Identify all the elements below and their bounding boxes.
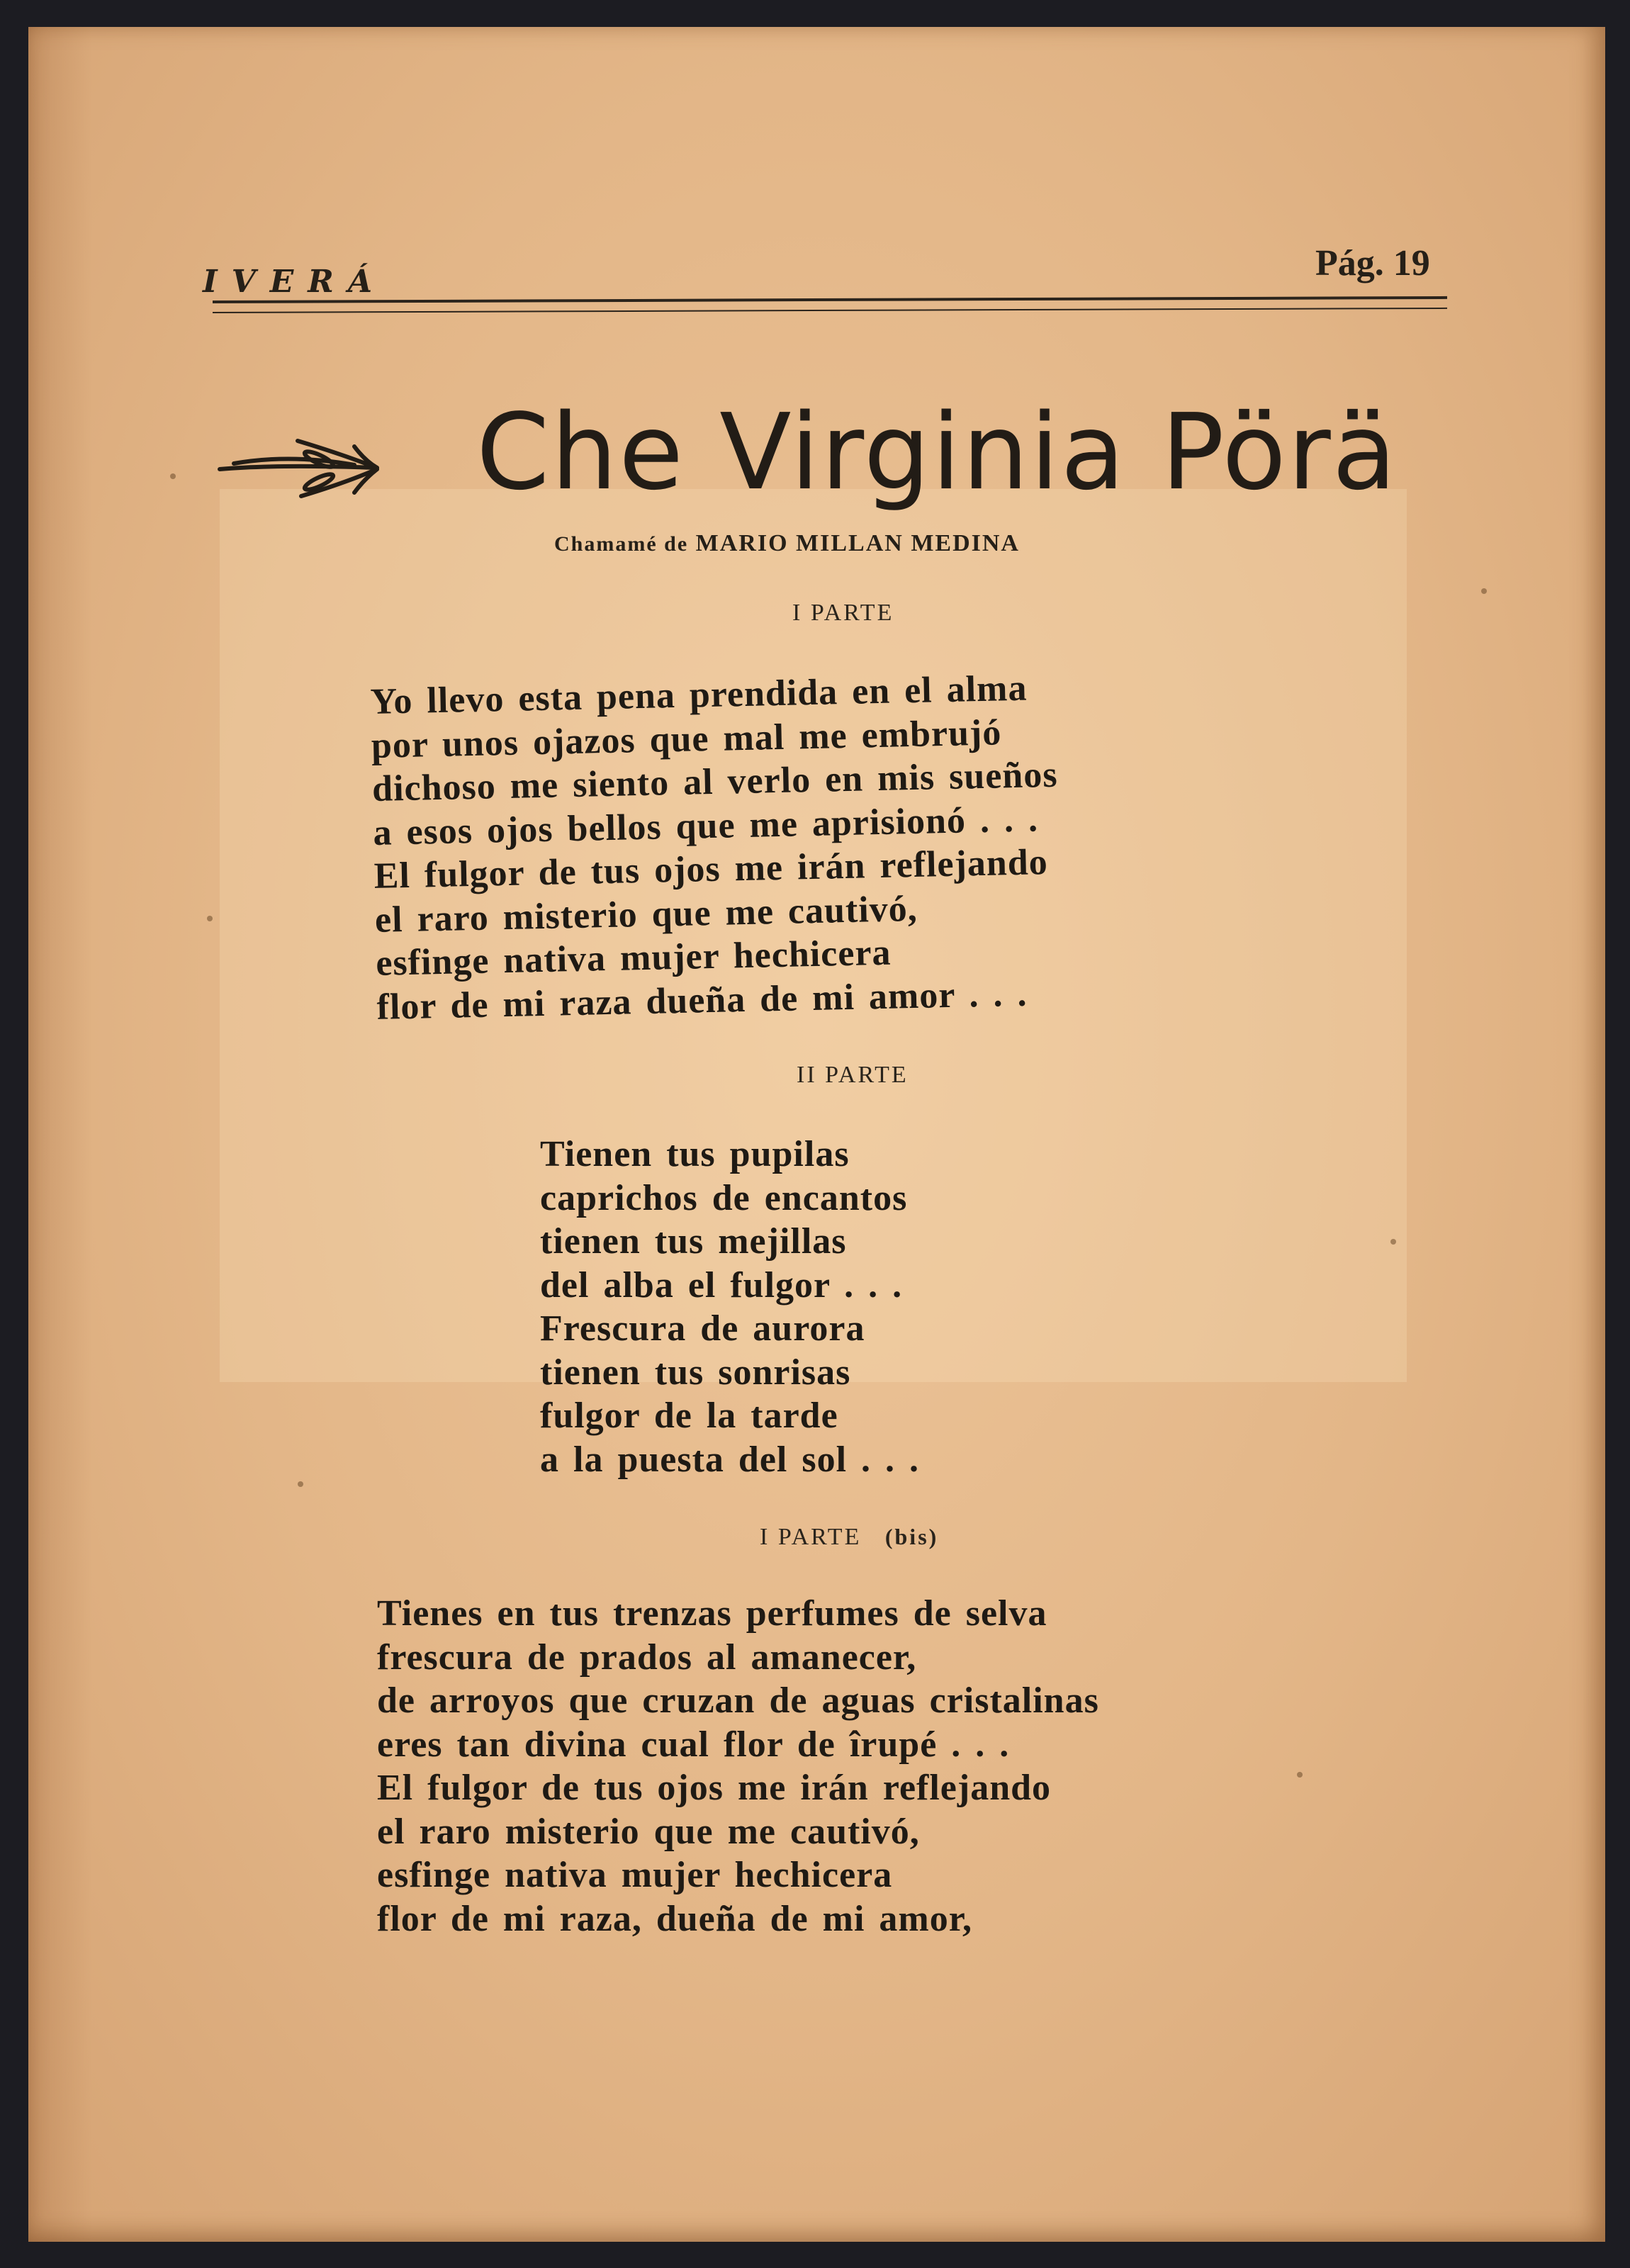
verse-line: de arroyos que cruzan de aguas cristalinas xyxy=(377,1680,1099,1721)
paper-speck xyxy=(1481,588,1487,594)
verse-line: Tienes en tus trenzas perfumes de selva xyxy=(377,1593,1047,1634)
song-byline xyxy=(554,530,1020,557)
verse-line: por unos ojazos que mal me embrujó xyxy=(371,712,1002,766)
byline-prefix: Chamamé de xyxy=(554,532,689,556)
verse-line: eres tan divina cual flor de îrupé . . . xyxy=(377,1724,1010,1765)
verse-line: el raro misterio que me cautivó, xyxy=(374,888,918,941)
verse-line: fulgor de la tarde xyxy=(540,1396,838,1436)
author-name: MARIO MILLAN MEDINA xyxy=(695,530,1020,556)
section-heading-2: II PARTE xyxy=(797,1062,909,1088)
verse-line: tienen tus sonrisas xyxy=(540,1352,851,1393)
verse-line: esfinge nativa mujer hechicera xyxy=(375,932,892,984)
section-heading-3-suffix: (bis) xyxy=(884,1524,939,1549)
verse-line: a esos ojos bellos que me aprisionó . . . xyxy=(372,798,1039,853)
verse-line: frescura de prados al amanecer, xyxy=(377,1637,917,1678)
stanza-2 xyxy=(540,1133,919,1481)
paper-speck xyxy=(170,473,176,479)
verse-line: esfinge nativa mujer hechicera xyxy=(377,1855,893,1895)
section-heading-3-label: I PARTE xyxy=(760,1524,862,1550)
section-heading-3 xyxy=(760,1524,938,1551)
verse-line: Yo llevo esta pena prendida en el alma xyxy=(370,668,1028,722)
paper-speck xyxy=(1297,1772,1303,1778)
publication-name: IVERÁ xyxy=(203,264,386,300)
verse-line: del alba el fulgor . . . xyxy=(540,1264,903,1306)
verse-line: el raro misterio que me cautivó, xyxy=(377,1811,920,1852)
paper-speck xyxy=(1390,1239,1396,1245)
section-heading-1: I PARTE xyxy=(792,600,894,626)
verse-line: Frescura de aurora xyxy=(540,1308,865,1349)
stanza-3 xyxy=(377,1592,1099,1941)
verse-line: flor de mi raza dueña de mi amor . . . xyxy=(376,973,1028,1028)
page-number: Pág. 19 xyxy=(1315,243,1430,284)
verse-line: a la puesta del sol . . . xyxy=(540,1439,920,1480)
song-title: Che Virginia Pörä xyxy=(476,391,1398,513)
verse-line: tienen tus mejillas xyxy=(540,1221,847,1262)
paper-speck xyxy=(298,1481,303,1487)
stanza-1 xyxy=(370,666,1063,1029)
verse-line: El fulgor de tus ojos me irán reflejando xyxy=(377,1768,1052,1808)
verse-line: caprichos de encantos xyxy=(540,1177,908,1218)
verse-line: El fulgor de tus ojos me irán reflejando xyxy=(373,842,1049,897)
verse-line: dichoso me siento al verlo en mis sueños xyxy=(371,754,1059,809)
arrow-flourish-icon xyxy=(213,425,386,517)
paper-speck xyxy=(207,916,213,921)
verse-line: Tienen tus pupilas xyxy=(540,1134,850,1174)
verse-line: flor de mi raza, dueña de mi amor, xyxy=(377,1898,973,1939)
